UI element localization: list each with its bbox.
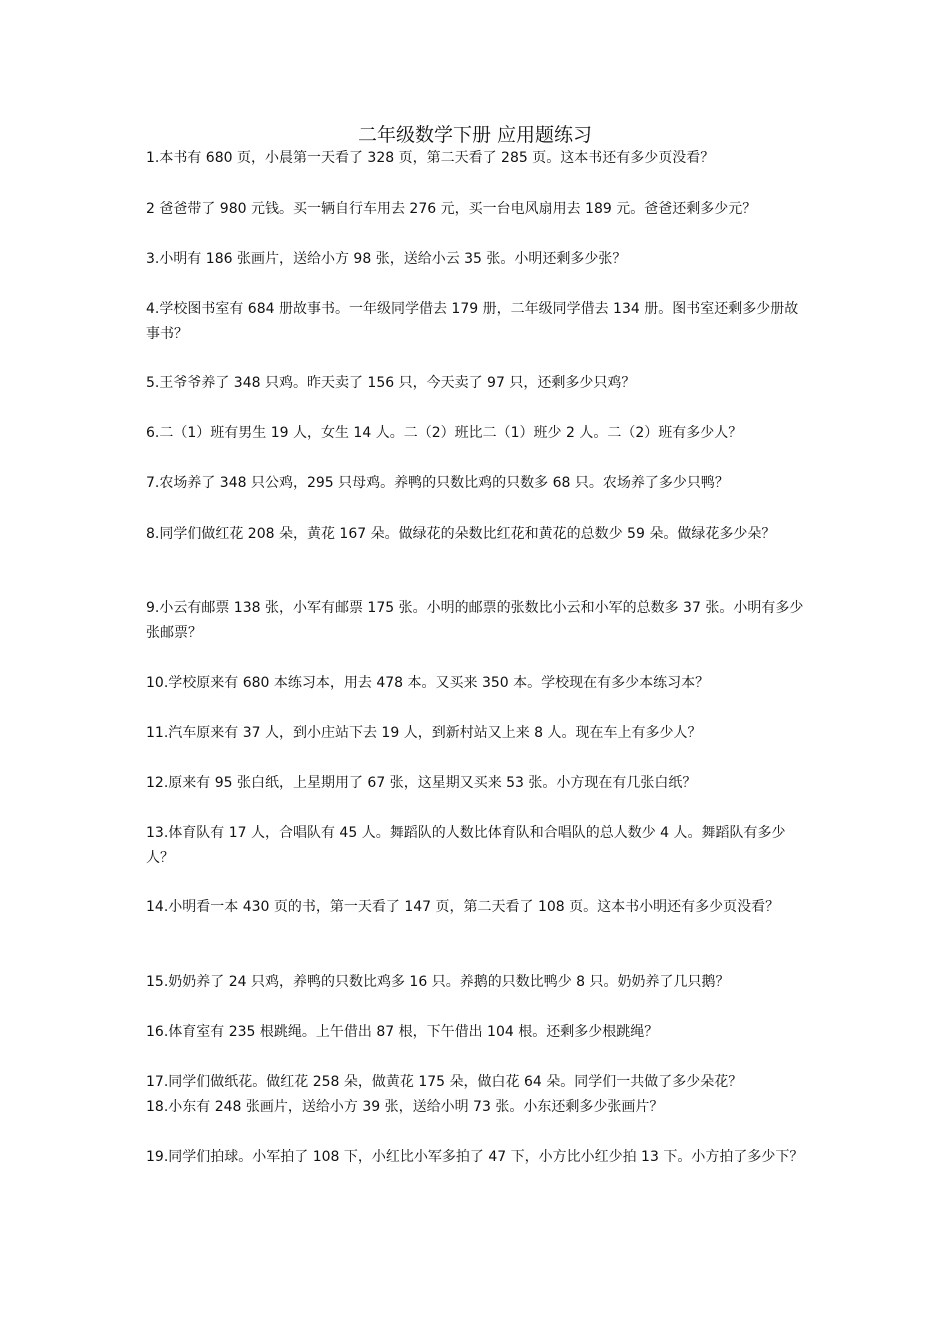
question-13: 13.体育队有 17 人，合唱队有 45 人。舞蹈队的人数比体育队和合唱队的总人数少 4 人。舞蹈队有多少人？ xyxy=(146,825,786,866)
document-title: 二年级数学下册 应用题练习 xyxy=(357,124,593,146)
question-7: 7.农场养了 348 只公鸡，295 只母鸡。养鸭的只数比鸡的只数多 68 只。农场养了多少只鸭？ xyxy=(146,475,729,491)
question-3: 3.小明有 186 张画片，送给小方 98 张，送给小云 35 张。小明还剩多少张？ xyxy=(146,251,627,267)
question-15: 15.奶奶养了 24 只鸡，养鸭的只数比鸡多 16 只。养鹅的只数比鸭少 8 只。奶奶养了几只鹅？ xyxy=(146,974,730,990)
question-19: 19.同学们拍球。小军拍了 108 下，小红比小军多拍了 47 下，小方比小红少拍 13 下。小方拍了多少下？ xyxy=(146,1149,804,1165)
question-4: 4.学校图书室有 684 册故事书。一年级同学借去 179 册，二年级同学借去 134 册。图书室还剩多少册故事书？ xyxy=(146,301,799,342)
question-1: 1.本书有 680 页，小晨第一天看了 328 页，第二天看了 285 页。这本书还有多少页没看？ xyxy=(146,150,715,166)
question-14: 14.小明看一本 430 页的书，第一天看了 147 页，第二天看了 108 页。这本书小明还有多少页没看？ xyxy=(146,899,780,915)
question-10: 10.学校原来有 680 本练习本，用去 478 本。又买来 350 本。学校现在有多少本练习本？ xyxy=(146,675,710,691)
question-12: 12.原来有 95 张白纸，上星期用了 67 张，这星期又买来 53 张。小方现在有几张白纸？ xyxy=(146,775,697,791)
question-6: 6.二（1）班有男生 19 人，女生 14 人。二（2）班比二（1）班少 2 人。二（2）班有多少人？ xyxy=(146,425,743,441)
question-16: 16.体育室有 235 根跳绳。上午借出 87 根，下午借出 104 根。还剩多少根跳绳？ xyxy=(146,1024,659,1040)
question-8: 8.同学们做红花 208 朵，黄花 167 朵。做绿花的朵数比红花和黄花的总数少 59 朵。做绿花多少朵？ xyxy=(146,526,776,542)
question-11: 11.汽车原来有 37 人，到小庄站下去 19 人，到新村站又上来 8 人。现在车上有多少人？ xyxy=(146,725,702,741)
question-17: 17.同学们做纸花。做红花 258 朵，做黄花 175 朵，做白花 64 朵。同学们一共做了多少朵花？ xyxy=(146,1074,743,1090)
question-9: 9.小云有邮票 138 张，小军有邮票 175 张。小明的邮票的张数比小云和小军的总数多 37 张。小明有多少张邮票？ xyxy=(146,600,804,641)
question-5: 5.王爷爷养了 348 只鸡。昨天卖了 156 只，今天卖了 97 只，还剩多少只鸡？ xyxy=(146,375,636,391)
question-2: 2 爸爸带了 980 元钱。买一辆自行车用去 276 元，买一台电风扇用去 189 元。爸爸还剩多少元？ xyxy=(146,201,757,217)
question-18: 18.小东有 248 张画片，送给小方 39 张，送给小明 73 张。小东还剩多少张画片？ xyxy=(146,1099,664,1115)
